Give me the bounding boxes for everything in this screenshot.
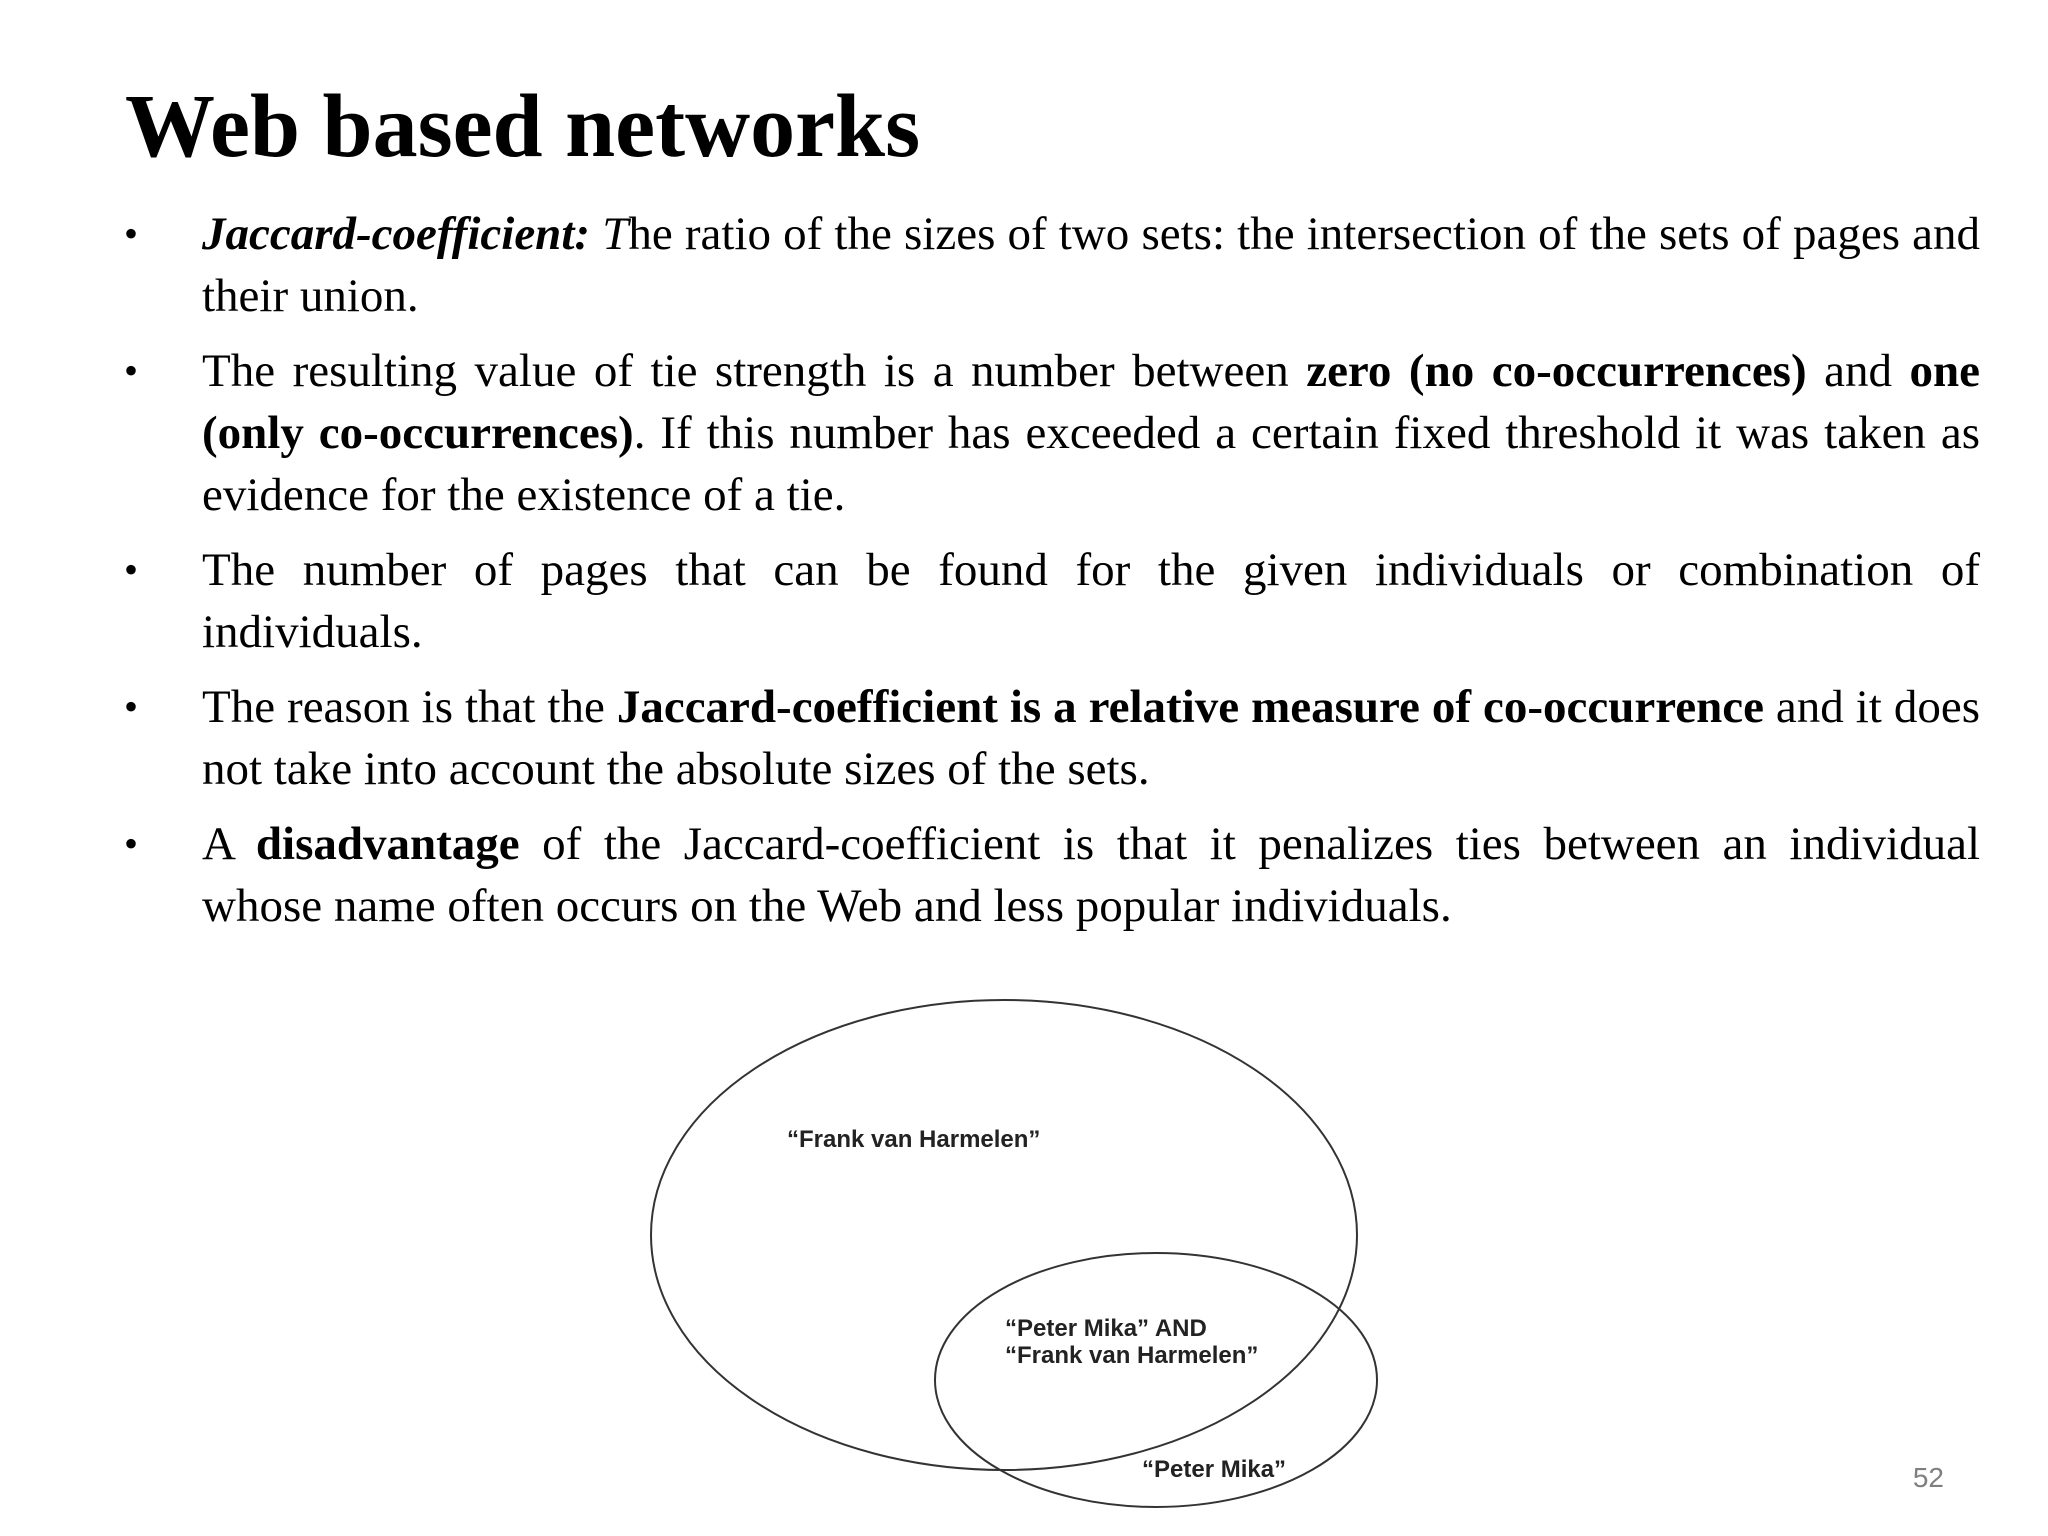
jaccard-term: Jaccard-coefficient: [202, 208, 591, 260]
relative-measure-term: Jaccard-coefficient is a relative measure of co-occurrence [616, 681, 1764, 733]
bullet-text: The resulting value of tie strength is a number between [202, 345, 1289, 397]
slide-title: Web based networks [125, 77, 921, 176]
peter-mika-label: “Peter Mika” [1142, 1456, 1287, 1483]
first-letter: T [602, 208, 629, 260]
bullet-text: and [1824, 345, 1893, 397]
disadvantage-term: disadvantage [255, 818, 520, 870]
one-term: one (only co-occurrences) [202, 345, 1981, 459]
bullet-text: he ratio of the sizes of two sets: the intersection of the sets of pages and their union. [202, 208, 1980, 322]
bullet-text: . If this number has exceeded a certain fixed threshold it was taken as evidence for the existence of a tie. [202, 407, 1980, 521]
bullet-item [120, 676, 1980, 800]
bullet-marker: • [124, 684, 139, 729]
bullet-list [120, 203, 1980, 950]
zero-term: zero (no co-occurrences) [1306, 345, 1807, 397]
slide-number: 52 [1912, 1462, 1944, 1493]
bullet-text: A [202, 818, 234, 870]
bullet-marker: • [124, 348, 139, 393]
venn-diagram [640, 990, 1440, 1520]
bullet-text: and it does not take into account the absolute sizes of the sets. [202, 681, 1980, 795]
intersection-label-line1: “Peter Mika” AND [1005, 1315, 1207, 1342]
bullet-text: The number of pages that can be found for the given individuals or combination of individuals. [202, 544, 1980, 658]
bullet-item [120, 340, 1980, 526]
bullet-marker: • [124, 821, 139, 866]
frank-van-harmelen-set [651, 1000, 1357, 1470]
frank-van-harmelen-label: “Frank van Harmelen” [787, 1126, 1041, 1153]
bullet-item [120, 203, 1980, 327]
bullet-item [120, 813, 1980, 937]
bullet-marker: • [124, 547, 139, 592]
intersection-label-line2: “Frank van Harmelen” [1005, 1342, 1259, 1369]
bullet-marker: • [124, 211, 139, 256]
bullet-text: of the Jaccard-coefficient is that it penalizes ties between an individual whose name often occurs on the Web and less popular individuals. [202, 818, 1981, 932]
bullet-item [120, 539, 1980, 663]
bullet-text: The reason is that the [202, 681, 605, 733]
